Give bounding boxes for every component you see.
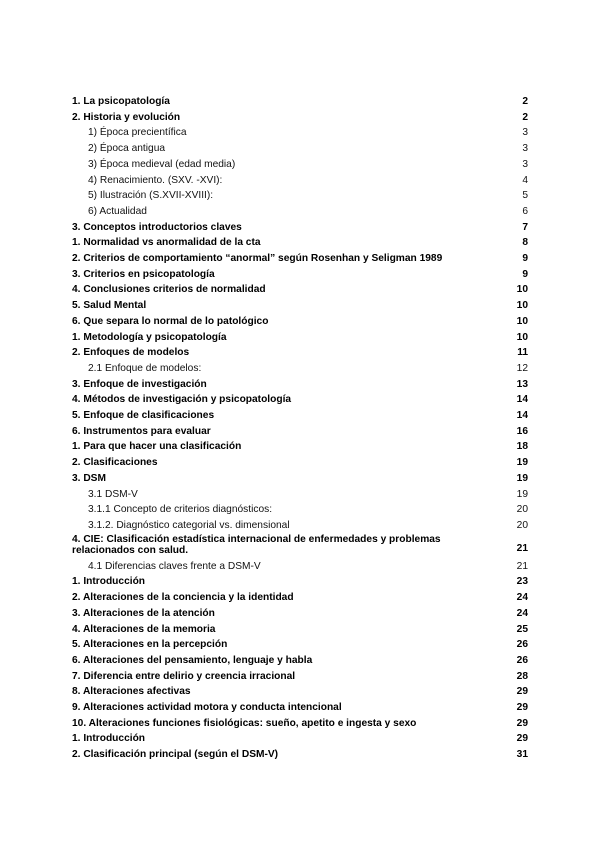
toc-entry[interactable] [72, 392, 528, 408]
toc-entry[interactable] [72, 314, 528, 330]
toc-entry-title: 2. Clasificaciones [72, 457, 158, 469]
toc-entry-title: 5) Ilustración (S.XVII-XVIII): [88, 190, 214, 202]
toc-entry-page: 3 [522, 158, 528, 170]
toc-entry-title: 1. Introducción [72, 733, 146, 745]
toc-entry-page: 2 [522, 96, 528, 107]
toc-entry-page: 16 [516, 425, 528, 437]
toc-entry[interactable] [72, 204, 528, 220]
toc-entry-page: 12 [516, 362, 528, 374]
toc-entry-title: 2. Enfoques de modelos [72, 347, 190, 359]
toc-entry-title: 6. Instrumentos para evaluar [72, 425, 211, 437]
toc-entry-page: 14 [516, 410, 528, 422]
toc-entry-page: 10 [516, 331, 528, 343]
toc-entry-title: 3. Criterios en psicopatología [72, 268, 215, 280]
toc-entry-title: 1. Metodología y psicopatología [72, 331, 227, 343]
toc-entry[interactable] [72, 424, 528, 440]
toc-entry[interactable] [72, 377, 528, 393]
toc-entry-page: 26 [516, 639, 528, 651]
toc-entry-page: 19 [516, 457, 528, 469]
toc-entry-page: 18 [516, 441, 528, 453]
toc-entry[interactable] [72, 716, 528, 732]
toc-entry[interactable] [72, 747, 528, 763]
toc-entry-title: 3. Enfoque de investigación [72, 378, 207, 390]
toc-entry[interactable] [72, 700, 528, 716]
toc-entry-title: 5. Enfoque de clasificaciones [72, 410, 215, 422]
toc-entry-page: 23 [516, 576, 528, 588]
toc-entry-page: 3 [522, 143, 528, 155]
toc-entry-title: 1. Normalidad vs anormalidad de la cta [72, 237, 261, 249]
toc-entry-page: 10 [516, 284, 528, 296]
toc-entry-page: 24 [516, 592, 528, 604]
toc-entry-page: 10 [516, 300, 528, 312]
toc-entry-title: 4.1 Diferencias claves frente a DSM-V [88, 560, 261, 572]
toc-entry[interactable] [72, 684, 528, 700]
toc-entry-page: 8 [522, 237, 528, 249]
toc-entry-title: 5. Salud Mental [72, 300, 147, 312]
toc-entry[interactable] [72, 141, 528, 157]
toc-entry-title: 4) Renacimiento. (SXV. -XVI): [88, 174, 223, 186]
toc-entry-page: 9 [522, 268, 528, 280]
toc-entry-title: 3.1.2. Diagnóstico categorial vs. dimensional [88, 519, 290, 531]
toc-entry-title: 4. CIE: Clasificación estadística internacional de enfermedades y problemas relacionados con salud. [72, 533, 441, 557]
toc-entry[interactable] [72, 235, 528, 251]
toc-entry[interactable] [72, 653, 528, 669]
toc-entry-page: 29 [516, 733, 528, 745]
toc-entry-title: 2. Criterios de comportamiento “anormal” según Rosenhan y Seligman 1989 [72, 253, 443, 265]
toc-entry-page: 20 [516, 519, 528, 531]
toc-entry-page: 21 [516, 542, 528, 554]
toc-entry[interactable] [72, 251, 528, 267]
toc-entry-title: 2. Clasificación principal (según el DSM-V) [72, 749, 279, 761]
toc-entry[interactable] [72, 731, 528, 747]
toc-entry-page: 5 [522, 190, 528, 202]
toc-entry-title: 2. Alteraciones de la conciencia y la identidad [72, 592, 294, 604]
toc-entry-page: 19 [516, 472, 528, 484]
toc-entry-title: 5. Alteraciones en la percepción [72, 639, 228, 651]
toc-entry-page: 9 [522, 253, 528, 265]
toc-entry-page: 19 [516, 488, 528, 500]
toc-entry[interactable] [72, 455, 528, 471]
toc-entry-title: 6. Alteraciones del pensamiento, lenguaje y habla [72, 654, 313, 666]
toc-entry-title: 1. La psicopatología [72, 96, 170, 107]
toc-entry-page: 7 [522, 221, 528, 233]
toc-entry[interactable] [72, 282, 528, 298]
toc-entry-title: 1) Época precientífica [88, 127, 187, 139]
toc-entry-page: 21 [516, 560, 528, 572]
toc-entry-page: 24 [516, 607, 528, 619]
toc-entry-page: 2 [522, 111, 528, 123]
toc-entry[interactable] [72, 94, 528, 110]
table-of-contents [72, 94, 528, 763]
toc-entry-page: 31 [516, 749, 528, 761]
toc-entry[interactable] [72, 590, 528, 606]
toc-entry-page: 20 [516, 504, 528, 516]
toc-entry[interactable] [72, 669, 528, 685]
toc-entry-title: 3) Época medieval (edad media) [88, 158, 236, 170]
toc-entry-title: 1. Para que hacer una clasificación [72, 441, 242, 453]
toc-entry[interactable] [72, 518, 528, 534]
toc-entry-title: 8. Alteraciones afectivas [72, 686, 191, 698]
toc-entry[interactable] [72, 471, 528, 487]
toc-entry[interactable] [72, 622, 528, 638]
toc-entry-title: 3. DSM [72, 472, 106, 484]
toc-entry[interactable] [72, 125, 528, 141]
toc-entry-page: 26 [516, 654, 528, 666]
toc-entry-page: 29 [516, 686, 528, 698]
toc-entry[interactable] [72, 502, 528, 518]
toc-entry-title: 2.1 Enfoque de modelos: [88, 362, 202, 374]
toc-entry-page: 4 [522, 174, 528, 186]
toc-entry[interactable] [72, 110, 528, 126]
toc-entry-title: 10. Alteraciones funciones fisiológicas: sueño, apetito e ingesta y sexo [72, 717, 417, 729]
toc-entry[interactable] [72, 487, 528, 503]
toc-entry[interactable] [72, 574, 528, 590]
toc-entry-title: 3.1 DSM-V [88, 488, 138, 500]
toc-entry-title: 4. Alteraciones de la memoria [72, 623, 216, 635]
toc-entry-title: 4. Métodos de investigación y psicopatología [72, 394, 292, 406]
toc-entry[interactable] [72, 361, 528, 377]
toc-entry-page: 29 [516, 717, 528, 729]
toc-entry[interactable] [72, 298, 528, 314]
toc-entry-title: 3.1.1 Concepto de criterios diagnósticos: [88, 504, 273, 516]
toc-entry[interactable] [72, 345, 528, 361]
toc-entry[interactable] [72, 439, 528, 455]
toc-entry[interactable] [72, 173, 528, 189]
toc-entry-page: 10 [516, 315, 528, 327]
toc-entry[interactable] [72, 559, 528, 575]
toc-entry[interactable] [72, 408, 528, 424]
toc-entry-page: 3 [522, 127, 528, 139]
toc-entry-page: 13 [516, 378, 528, 390]
toc-entry-page: 11 [517, 347, 528, 359]
toc-entry-title: 2. Historia y evolución [72, 111, 181, 123]
toc-entry[interactable] [72, 220, 528, 236]
toc-entry-title: 3. Alteraciones de la atención [72, 607, 215, 619]
toc-entry[interactable] [72, 637, 528, 653]
toc-entry-title: 7. Diferencia entre delirio y creencia irracional [72, 670, 296, 682]
toc-entry-title: 9. Alteraciones actividad motora y conducta intencional [72, 702, 342, 714]
toc-entry-page: 29 [516, 702, 528, 714]
toc-entry-title: 6) Actualidad [88, 205, 147, 217]
toc-entry-title: 4. Conclusiones criterios de normalidad [72, 284, 266, 296]
toc-entry[interactable] [72, 534, 528, 557]
toc-entry[interactable] [72, 157, 528, 173]
toc-entry[interactable] [72, 606, 528, 622]
toc-entry[interactable] [72, 267, 528, 283]
toc-entry-page: 28 [516, 670, 528, 682]
toc-entry[interactable] [72, 330, 528, 346]
toc-entry-title: 1. Introducción [72, 576, 146, 588]
toc-entry-title: 6. Que separa lo normal de lo patológico [72, 315, 269, 327]
toc-entry-title: 2) Época antigua [88, 143, 166, 155]
toc-entry-page: 25 [516, 623, 528, 635]
toc-entry[interactable] [72, 188, 528, 204]
toc-entry-page: 6 [522, 205, 528, 217]
toc-entry-title: 3. Conceptos introductorios claves [72, 221, 242, 233]
toc-entry-page: 14 [516, 394, 528, 406]
